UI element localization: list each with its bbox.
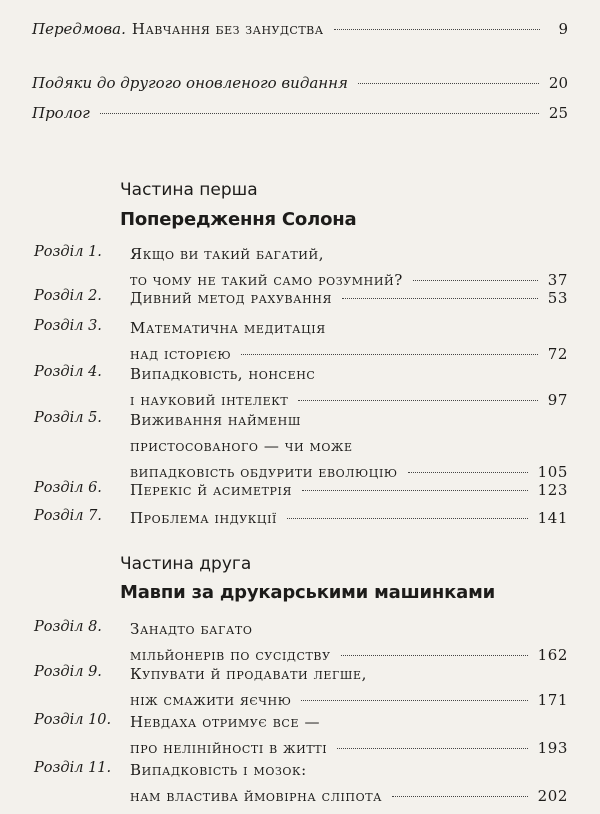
- entry-label: Подяки до другого оновленого видання: [32, 74, 348, 92]
- page-number: 20: [548, 74, 568, 92]
- chapter-title-line: про нелінійності в житті: [130, 739, 328, 757]
- chapter-title-line: Дивний метод рахування: [130, 289, 332, 307]
- page-number: 25: [548, 104, 568, 122]
- page-number: 9: [558, 20, 568, 38]
- toc-entry-preface: [32, 20, 568, 38]
- chapter-title-line: Занадто багато: [130, 620, 253, 638]
- dot-leader: [301, 700, 527, 701]
- page-number: 171: [537, 691, 568, 709]
- part-one-label: Частина перша: [120, 180, 258, 200]
- dot-leader: [413, 280, 538, 281]
- chapter-title-line: над історією: [130, 345, 232, 363]
- page-number: 105: [537, 463, 568, 481]
- chapter-title-line: Математична медитація: [130, 319, 326, 337]
- chapter-label: Розділ 9.: [34, 664, 102, 680]
- chapter-label: Розділ 6.: [34, 480, 102, 496]
- entry-subtitle: Навчання без занудства: [131, 20, 324, 38]
- dot-leader: [341, 655, 528, 656]
- chapter-title-line: Випадковість, нонсенс: [130, 365, 316, 383]
- page-number: 193: [537, 739, 568, 757]
- chapter-title-line: Випадковість і мозок:: [130, 761, 307, 779]
- chapter-title-line: Купувати й продавати легше,: [130, 665, 368, 683]
- dot-leader: [100, 113, 539, 114]
- chapter-label: Розділ 3.: [34, 318, 102, 334]
- chapter-label: Розділ 7.: [34, 508, 102, 524]
- dot-leader: [392, 796, 527, 797]
- page-number: 53: [547, 289, 568, 307]
- page-number: 141: [537, 509, 568, 527]
- chapter-title-line: нам властива ймовірна сліпота: [130, 787, 383, 805]
- page-number: 123: [537, 481, 568, 499]
- chapter-title-line: Виживання найменш: [130, 411, 301, 429]
- chapter-title-line: Невдаха отримує все —: [130, 713, 321, 731]
- chapter-title-line: і науковий інтелект: [130, 391, 289, 409]
- chapter-label: Розділ 8.: [34, 619, 102, 635]
- dot-leader: [298, 400, 537, 401]
- chapter-label: Розділ 10.: [34, 712, 112, 728]
- page-number: 72: [547, 345, 568, 363]
- part-two-label: Частина друга: [120, 554, 252, 574]
- toc-entry-prologue: [32, 104, 568, 122]
- page-number: 37: [547, 271, 568, 289]
- chapter-title-line: ніж смажити яєчню: [130, 691, 292, 709]
- page-number: 97: [547, 391, 568, 409]
- chapter-title-line: Якщо ви такий багатий,: [130, 245, 325, 263]
- chapter-title-line: то чому не такий само розумний?: [130, 271, 403, 289]
- chapter-title-line: мільйонерів по сусідству: [130, 646, 331, 664]
- part-one-title: Попередження Солона: [120, 209, 357, 230]
- entry-label: Пролог: [32, 104, 90, 122]
- chapter-title-line: Перекіс й асиметрія: [130, 481, 292, 499]
- dot-leader: [287, 518, 528, 519]
- chapter-label: Розділ 11.: [34, 760, 112, 776]
- chapter-label: Розділ 2.: [34, 288, 102, 304]
- dot-leader: [358, 83, 539, 84]
- page-number: 202: [537, 787, 568, 805]
- chapter-label: Розділ 4.: [34, 364, 102, 380]
- chapter-title-line: випадковість обдурити еволюцію: [130, 463, 398, 481]
- chapter-title-line: Проблема індукції: [130, 509, 277, 527]
- dot-leader: [408, 472, 528, 473]
- page-number: 162: [537, 646, 568, 664]
- dot-leader: [342, 298, 538, 299]
- dot-leader: [241, 354, 537, 355]
- dot-leader: [302, 490, 528, 491]
- dot-leader: [334, 29, 540, 30]
- dot-leader: [337, 748, 527, 749]
- part-two-title: Мавпи за друкарськими машинками: [120, 582, 496, 603]
- entry-label: Передмова. Навчання без занудства: [32, 20, 324, 38]
- chapter-label: Розділ 1.: [34, 244, 102, 260]
- toc-entry-acknowledgements: [32, 74, 568, 92]
- chapter-label: Розділ 5.: [34, 410, 102, 426]
- chapter-title-line: пристосованого — чи може: [130, 437, 353, 455]
